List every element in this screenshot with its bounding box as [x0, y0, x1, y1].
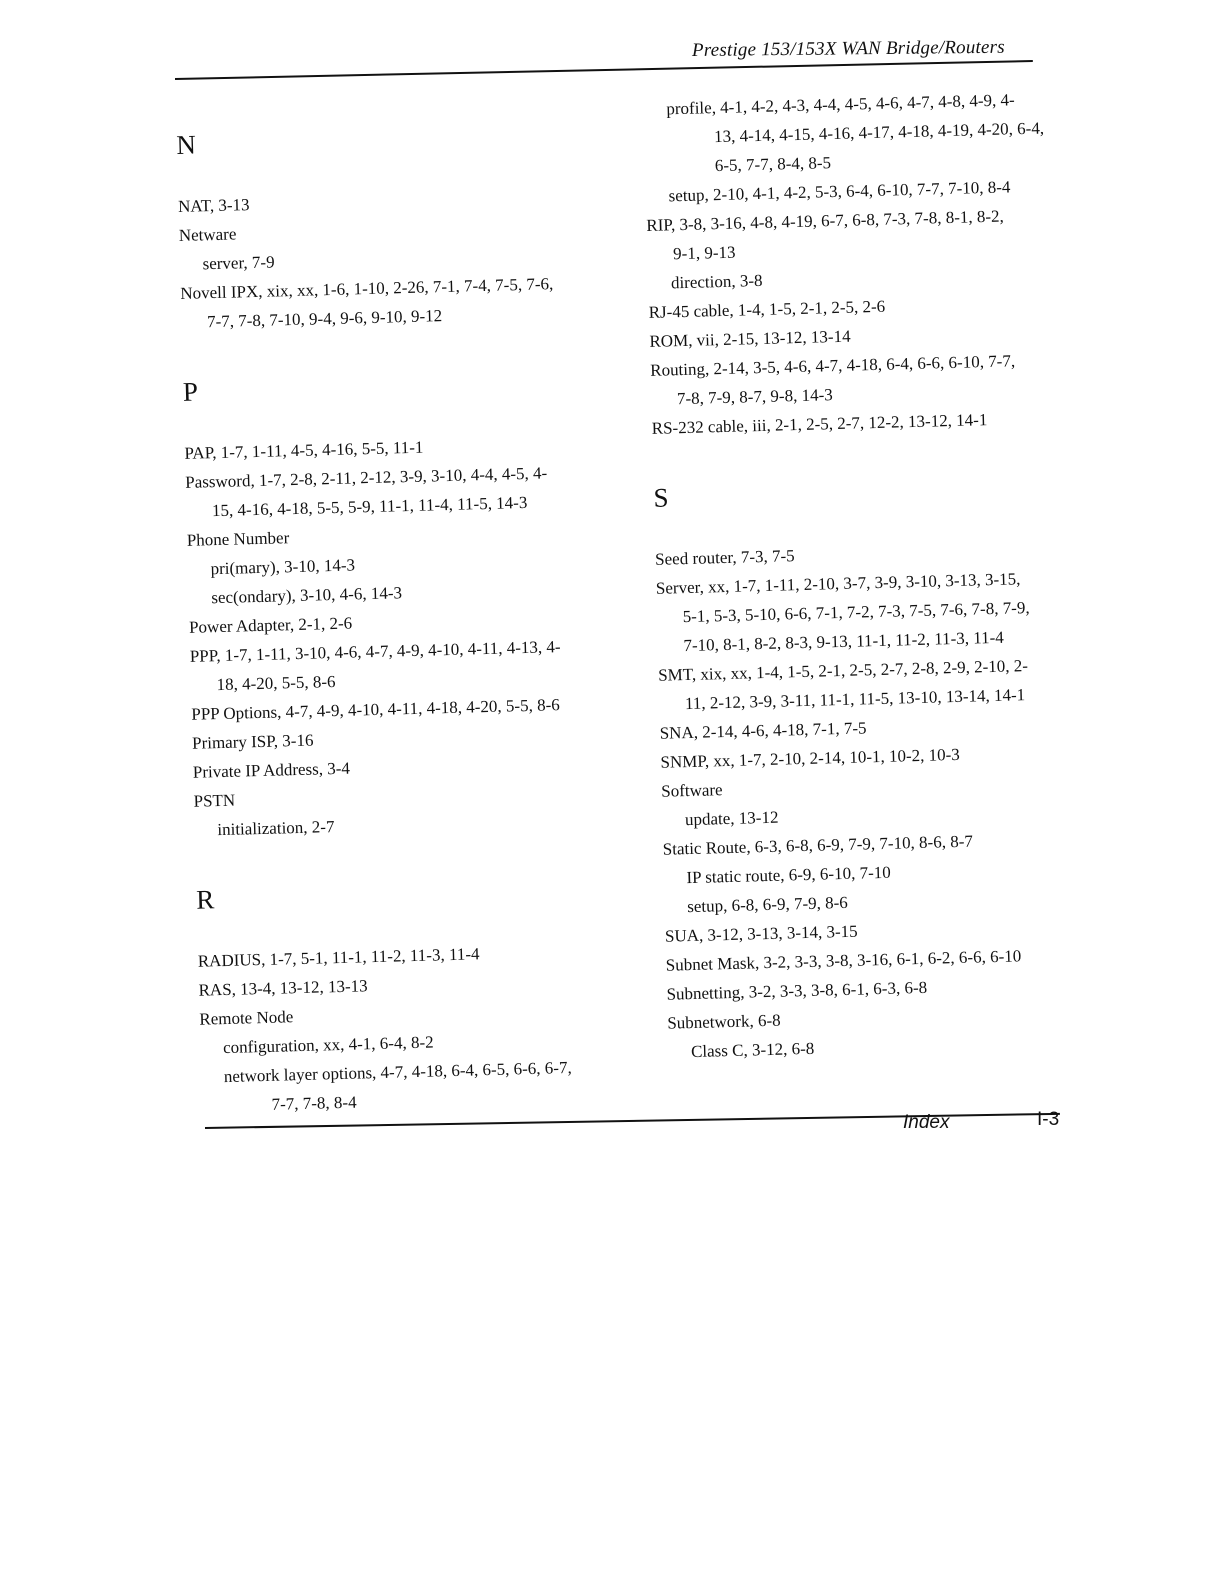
entry-line: Seed router, 7-3, 7-5 — [654, 546, 795, 569]
entry-line: initialization, 2-7 — [217, 817, 335, 840]
entry-line: RAS, 13-4, 13-12, 13-13 — [198, 976, 368, 1000]
entry-line: RJ-45 cable, 1-4, 1-5, 2-1, 2-5, 2-6 — [648, 296, 886, 322]
entry-line: Subnetting, 3-2, 3-3, 3-8, 6-1, 6-3, 6-8 — [666, 977, 928, 1004]
entry-line: Software — [660, 780, 723, 801]
entry-line: Novell IPX, xix, xx, 1-6, 1-10, 2-26, 7-1, 7-4, 7-5, 7-6, — [180, 274, 554, 303]
entry-continuation-line: 7-10, 8-1, 8-2, 8-3, 9-13, 11-1, 11-2, 11-3, 11-4 — [683, 627, 1005, 656]
entry-line: PPP, 1-7, 1-11, 3-10, 4-6, 4-7, 4-9, 4-10, 4-11, 4-13, 4- — [189, 637, 561, 666]
entry-continuation-line: 18, 4-20, 5-5, 8-6 — [216, 672, 336, 695]
entry-line: Server, xx, 1-7, 1-11, 2-10, 3-7, 3-9, 3-10, 3-13, 3-15, — [655, 569, 1021, 598]
index-column-left — [176, 116, 672, 1121]
entry-line: pri(mary), 3-10, 14-3 — [210, 555, 356, 579]
entry-line: SMT, xix, xx, 1-4, 1-5, 2-1, 2-5, 2-7, 2-8, 2-9, 2-10, 2- — [657, 656, 1029, 685]
entry-continuation-line: 7-7, 7-8, 7-10, 9-4, 9-6, 9-10, 9-12 — [206, 306, 443, 332]
entry-continuation-line: 7-8, 7-9, 8-7, 9-8, 14-3 — [676, 385, 833, 409]
index-column-right — [643, 83, 1138, 1067]
section-letter: P — [182, 376, 199, 407]
entry-continuation-line: 11, 2-12, 3-9, 3-11, 11-1, 11-5, 13-10, 13-14, 14-1 — [684, 685, 1026, 714]
entry-continuation-line: 15, 4-16, 4-18, 5-5, 5-9, 11-1, 11-4, 11-5, 14-3 — [211, 492, 528, 521]
index-subentry — [643, 83, 1115, 182]
entry-continuation-line: 7-7, 7-8, 8-4 — [271, 1092, 357, 1114]
entry-continuation-line: 6-5, 7-7, 8-4, 8-5 — [714, 153, 832, 176]
entry-line: Primary ISP, 3-16 — [191, 730, 314, 753]
entry-line: RIP, 3-8, 3-16, 4-8, 4-19, 6-7, 6-8, 7-3, 7-8, 8-1, 8-2, — [646, 206, 1004, 235]
entry-line: direction, 3-8 — [670, 270, 763, 293]
entry-line: PSTN — [193, 790, 236, 811]
entry-line: Private IP Address, 3-4 — [192, 758, 351, 782]
entry-continuation-line: 5-1, 5-3, 5-10, 6-6, 7-1, 7-2, 7-3, 7-5, 7-6, 7-8, 7-9, — [682, 598, 1030, 627]
entry-line: IP static route, 6-9, 6-10, 7-10 — [686, 862, 891, 888]
entry-line: Class C, 3-12, 6-8 — [690, 1038, 815, 1062]
entry-line: Netware — [178, 224, 237, 245]
entry-line: Subnet Mask, 3-2, 3-3, 3-8, 3-16, 6-1, 6-2, 6-6, 6-10 — [665, 946, 1022, 975]
running-header-title: Prestige 153/153X WAN Bridge/Routers — [691, 36, 1005, 61]
entry-line: Routing, 2-14, 3-5, 4-6, 4-7, 4-18, 6-4, 6-6, 6-10, 7-7, — [649, 351, 1016, 380]
entry-line: SNMP, xx, 1-7, 2-10, 2-14, 10-1, 10-2, 10-3 — [660, 744, 961, 772]
footer-section-label: Index — [903, 1112, 950, 1133]
section-letter: N — [176, 129, 197, 160]
index-subentry — [200, 1050, 671, 1120]
entry-line: network layer options, 4-7, 4-18, 6-4, 6-5, 6-6, 6-7, — [223, 1057, 572, 1087]
entry-line: Subnetwork, 6-8 — [667, 1010, 781, 1033]
index-entry — [180, 267, 651, 337]
entry-line: Remote Node — [199, 1007, 294, 1029]
entry-line: configuration, xx, 4-1, 6-4, 8-2 — [222, 1032, 434, 1058]
entry-line: Phone Number — [186, 528, 290, 550]
entry-line: PPP Options, 4-7, 4-9, 4-10, 4-11, 4-18, 4-20, 5-5, 8-6 — [191, 695, 560, 724]
entry-line: RADIUS, 1-7, 5-1, 11-1, 11-2, 11-3, 11-4 — [197, 944, 480, 971]
entry-line: PAP, 1-7, 1-11, 4-5, 4-16, 5-5, 11-1 — [184, 437, 424, 463]
entry-line: update, 13-12 — [684, 807, 779, 830]
entry-line: server, 7-9 — [202, 252, 275, 274]
entry-line: RS-232 cable, iii, 2-1, 2-5, 2-7, 12-2, 13-12, 14-1 — [651, 410, 988, 438]
entry-line: profile, 4-1, 4-2, 4-3, 4-4, 4-5, 4-6, 4-7, 4-8, 4-9, 4- — [666, 90, 1015, 119]
entry-line: Power Adapter, 2-1, 2-6 — [188, 613, 353, 637]
entry-line: Password, 1-7, 2-8, 2-11, 2-12, 3-9, 3-10, 4-4, 4-5, 4- — [185, 463, 548, 492]
entry-line: SNA, 2-14, 4-6, 4-18, 7-1, 7-5 — [659, 718, 867, 743]
entry-line: NAT, 3-13 — [177, 195, 250, 216]
entry-line: sec(ondary), 3-10, 4-6, 14-3 — [211, 583, 403, 608]
entry-line: Static Route, 6-3, 6-8, 6-9, 7-9, 7-10, 8-6, 8-7 — [662, 831, 974, 859]
section-letter: R — [195, 884, 215, 915]
entry-line: setup, 2-10, 4-1, 4-2, 5-3, 6-4, 6-10, 7-7, 7-10, 8-4 — [668, 177, 1011, 206]
index-entry — [656, 562, 1128, 661]
entry-line: ROM, vii, 2-15, 13-12, 13-14 — [649, 326, 851, 351]
footer-page-number: I-3 — [1037, 1109, 1060, 1130]
header-rule — [175, 60, 1033, 80]
entry-line: setup, 6-8, 6-9, 7-9, 8-6 — [687, 892, 848, 917]
section-letter: S — [653, 482, 669, 513]
entry-continuation-line: 13, 4-14, 4-15, 4-16, 4-17, 4-18, 4-19, 4-20, 6-4, — [713, 118, 1045, 147]
entry-line: SUA, 3-12, 3-13, 3-14, 3-15 — [664, 921, 858, 946]
entry-continuation-line: 9-1, 9-13 — [672, 242, 736, 264]
